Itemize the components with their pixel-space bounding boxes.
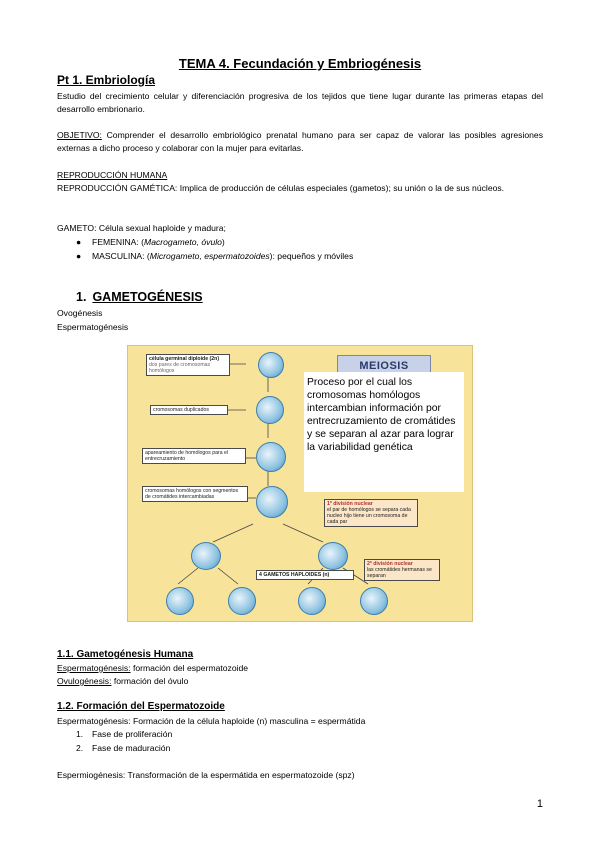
list-item: [76, 237, 225, 247]
arrow-line: [178, 568, 198, 584]
bullet-icon: ●: [76, 251, 82, 261]
label-1a-division-text: el par de homólogos se separa cada nucleo hijo tiene un cromosoma de cada par: [327, 507, 411, 525]
item-label: Ovulogénesis:: [57, 676, 112, 686]
reproduccion-gametica-paragraph: REPRODUCCIÓN GAMÉTICA: Implica de producción de células especiales (gametos); su unión o la de sus núcleos.: [57, 183, 505, 193]
meiosis-label: MEIOSIS: [337, 355, 431, 377]
bullet-tail: ): pequeños y móviles: [269, 251, 354, 261]
bullet-label: MASCULINA: (: [92, 251, 150, 261]
label-duplicados: cromosomas duplicados: [150, 405, 228, 415]
document-title: TEMA 4. Fecundación y Embriogénesis: [178, 56, 422, 71]
list-item-ovogenesis: Ovogénesis: [57, 308, 103, 318]
section-heading-embriologia: Pt 1. Embriología: [57, 73, 156, 87]
bullet-tail: ): [221, 237, 225, 247]
list-item: [57, 675, 543, 688]
label-apareamiento: apareamiento de homólogos para el entrecruzamiento: [142, 448, 246, 464]
arrow-line: [218, 568, 238, 584]
item-text: Fase de maduración: [92, 743, 171, 753]
label-gametos: 4 GAMETOS HAPLOIDES (n): [256, 570, 354, 580]
cell-gamete: [166, 587, 194, 615]
section-heading-formacion-espermatozoide: 1.2. Formación del Espermatozoide: [57, 701, 225, 712]
intro-paragraph: Estudio del crecimiento celular y diferenciación progresiva de los tejidos que tiene lugar durante las primeras etapas del desarrollo embrionario.: [57, 91, 543, 114]
gametogenesis-heading: [76, 290, 203, 304]
arrow-line: [213, 524, 253, 542]
reproduccion-humana-label: REPRODUCCIÓN HUMANA: [57, 170, 168, 180]
cell-daughter-right: [318, 542, 348, 570]
cell-pairing: [256, 442, 286, 472]
objetivo-paragraph: [57, 129, 543, 155]
list-item: [76, 729, 172, 739]
item-label: Espermatogénesis:: [57, 663, 131, 673]
item-text: Fase de proliferación: [92, 729, 173, 739]
list-item: [76, 743, 170, 753]
label-cromosomas-homologos: cromosomas homólogos con segmentos de cromátides intercambiadas: [142, 486, 248, 502]
list-item: [57, 662, 543, 675]
heading-text: GAMETOGÉNESIS: [92, 290, 203, 304]
label-2a-division: [364, 559, 440, 581]
cell-duplicated: [256, 396, 284, 424]
objetivo-text: Comprender el desarrollo embriológico prenatal humano para ser capaz de valorar las posibles agresiones externas a dicho proceso y colaborar con la mujer para evitarlas.: [57, 130, 543, 153]
cell-gamete: [298, 587, 326, 615]
item-number: 2.: [76, 743, 84, 753]
espermiogenesis-line: Espermiogénesis: Transformación de la espermátida en espermatozoide (spz): [57, 770, 355, 780]
gameto-definition: GAMETO: Célula sexual haploide y madura;: [57, 223, 226, 233]
section-heading-gametogenesis-humana: 1.1. Gametogénesis Humana: [57, 649, 194, 660]
cell-diploid: [258, 352, 284, 378]
item-text: formación del óvulo: [111, 676, 189, 686]
cell-crossover: [256, 486, 288, 518]
label-2a-division-title: 2ª división nuclear: [367, 561, 413, 567]
label-1a-division: [324, 499, 418, 527]
cell-daughter-left: [191, 542, 221, 570]
label-2a-division-text: las cromátides hermanas se separan: [367, 567, 432, 579]
list-item: [76, 251, 353, 261]
cell-gamete: [360, 587, 388, 615]
meiosis-callout: Proceso por el cual los cromosomas homólogos intercambian información por entrecruzamiento de cromátides y se separan al azar para lograr la variabilidad genética: [304, 372, 464, 492]
label-germinal-sub: dos pares de cromosomas homólogos: [149, 362, 211, 374]
objetivo-label: OBJETIVO:: [57, 130, 102, 140]
bullet-label: FEMENINA: (: [92, 237, 145, 247]
label-germinal-title: célula germinal diploide (2n): [149, 356, 220, 362]
page-number: 1: [536, 798, 543, 810]
heading-number: 1.: [76, 290, 87, 304]
label-germinal: [146, 354, 230, 376]
item-number: 1.: [76, 729, 84, 739]
item-text: formación del espermatozoide: [130, 663, 249, 673]
label-1a-division-title: 1ª división nuclear: [327, 501, 373, 507]
list-item-espermatogenesis: Espermatogénesis: [57, 322, 129, 332]
cell-gamete: [228, 587, 256, 615]
bullet-icon: ●: [76, 237, 82, 247]
espermatogenesis-line: Espermatogénesis: Formación de la célula haploide (n) masculina = espermátida: [57, 716, 366, 726]
bullet-italic: Microgameto, espermatozoides: [149, 251, 270, 261]
meiosis-figure: [127, 345, 473, 622]
arrow-line: [283, 524, 323, 542]
bullet-italic: Macrogameto, óvulo: [144, 237, 222, 247]
